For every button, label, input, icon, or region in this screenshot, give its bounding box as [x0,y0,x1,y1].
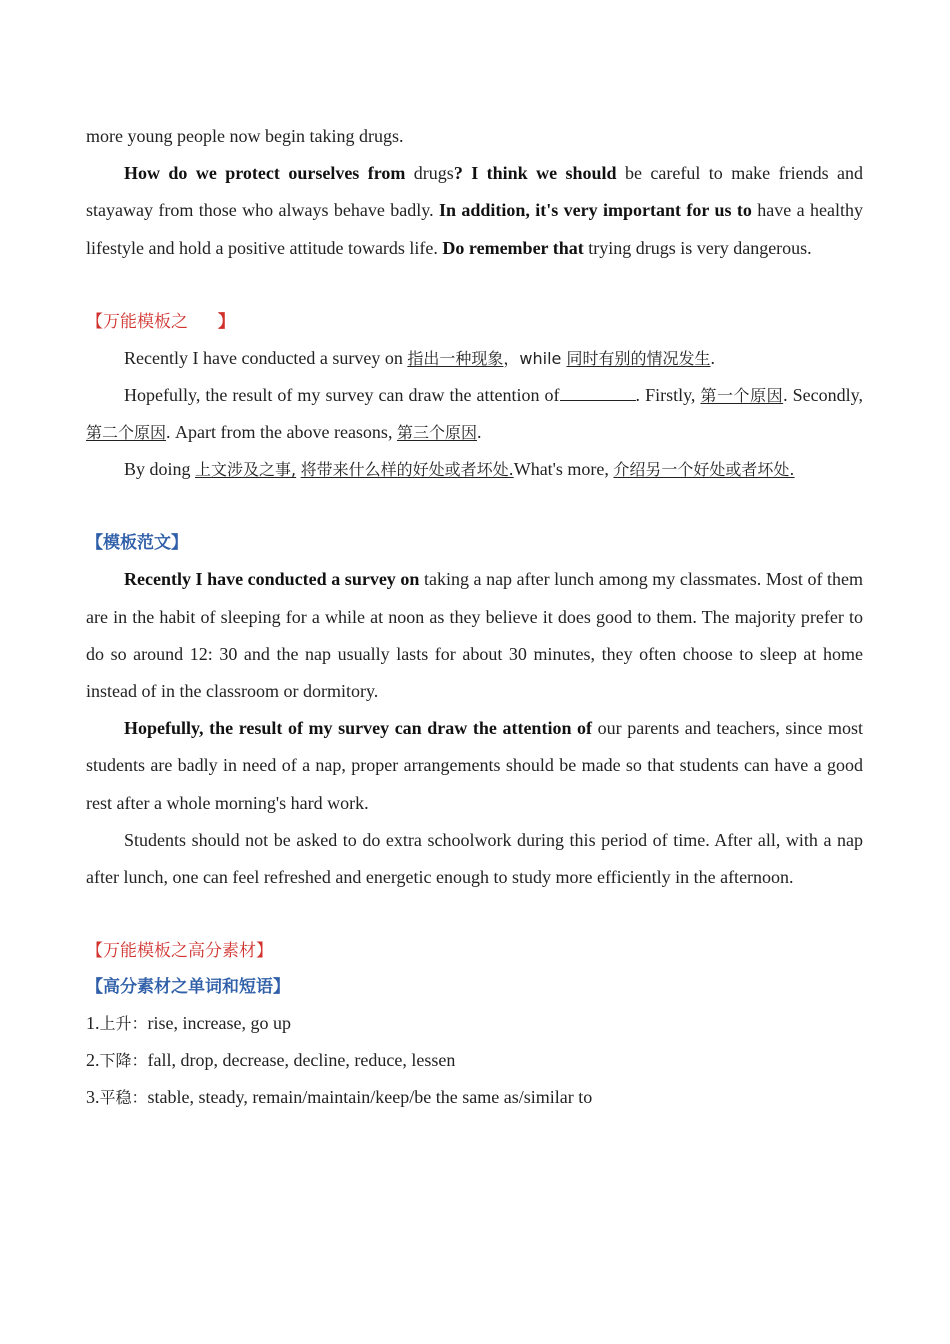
bold-phrase: How do we protect ourselves from [124,163,406,184]
list-words: rise, increase, go up [147,1013,291,1034]
list-words: fall, drop, decrease, decline, reduce, lessen [147,1050,456,1071]
template-paragraph-2 [86,377,863,451]
list-category: 上升： [99,1014,148,1034]
placeholder-phrase: 第三个原因 [396,423,477,443]
body-text: our parents and teachers, since most students are badly in need of a nap, proper arrangements should be made so that students can have a good rest after a whole morning's hard work. [86,718,863,813]
body-text: What's more, [513,459,614,480]
body-text: By doing [124,459,196,480]
sample-paragraph-2 [86,710,863,822]
body-text: . [710,347,715,368]
body-text: trying drugs is very dangerous. [583,237,812,258]
placeholder-phrase: 上文涉及之事, [195,460,297,480]
body-text: . Firstly, [635,384,701,405]
bold-phrase: ? I think we should [453,163,617,184]
spacer [86,267,863,304]
placeholder-phrase: 第一个原因 [700,385,784,405]
body-text: ，while [503,348,567,368]
bold-phrase: In addition, it's very important for us to [438,200,752,221]
bold-phrase: Do remember that [442,237,584,258]
continuation-text: more young people now begin taking drugs. [86,126,404,146]
list-number: 1. [86,1013,100,1034]
template-paragraph-3 [86,451,863,488]
body-text: have a healthy lifestyle and hold a positive attitude towards life. [86,200,864,258]
continuation-paragraph [86,118,863,155]
list-number: 3. [86,1087,100,1108]
materials-heading: 【万能模板之高分素材】 [86,941,273,962]
placeholder-phrase: 第二个原因 [86,423,167,443]
spacer [86,488,863,525]
body-text: . [476,422,482,443]
body-text: . Secondly, [783,384,863,405]
list-number: 2. [86,1050,100,1071]
template-heading-open: 【万能模板之 [86,311,188,332]
list-item [86,1079,863,1116]
template-heading [86,304,863,340]
body-text: be careful to make friends and stayaway from those who always behave badly. [86,163,863,221]
bold-phrase: Recently I have conducted a survey on [124,569,420,590]
list-words: stable, steady, remain/maintain/keep/be the same as/similar to [147,1087,593,1108]
template-heading-close: 】 [218,311,235,332]
placeholder-phrase: 同时有别的情况发生 [566,348,711,368]
vocabulary-heading: 【高分素材之单词和短语】 [86,977,290,998]
body-text: Hopefully, the result of my survey can draw the attention of [124,384,560,405]
protect-paragraph [86,155,863,267]
list-category: 平稳： [99,1088,148,1108]
template-paragraph-1 [86,340,863,377]
sample-paragraph-3 [86,822,863,896]
bold-phrase: Hopefully, the result of my survey can draw the attention of [124,718,593,739]
sample-heading: 【模板范文】 [86,533,188,554]
placeholder-phrase: 将带来什么样的好处或者坏处. [300,460,514,480]
document-page [86,118,863,1116]
fill-in-blank [560,386,636,401]
body-text: taking a nap after lunch among my classmates. Most of them are in the habit of sleeping for a while at noon as they believe it does good to them. The majority prefer to do so around 12: 30 and the nap usually lasts for about 30 minutes, they often choose to sleep at home instead of in the classroom or dormitory. [86,569,863,702]
placeholder-phrase: 指出一种现象 [407,348,504,368]
body-text: Recently I have conducted a survey on [124,347,408,368]
list-item [86,1005,863,1042]
list-item [86,1042,863,1079]
body-text: . Apart from the above reasons, [166,422,397,443]
body-text: drugs [405,163,454,184]
spacer [86,896,863,933]
sample-paragraph-1 [86,561,863,710]
placeholder-phrase: 介绍另一个好处或者坏处. [613,460,795,480]
body-text: Students should not be asked to do extra schoolwork during this period of time. After all, with a nap after lunch, one can feel refreshed and energetic enough to study more efficiently in the afternoon. [86,829,863,888]
list-category: 下降： [99,1051,148,1071]
